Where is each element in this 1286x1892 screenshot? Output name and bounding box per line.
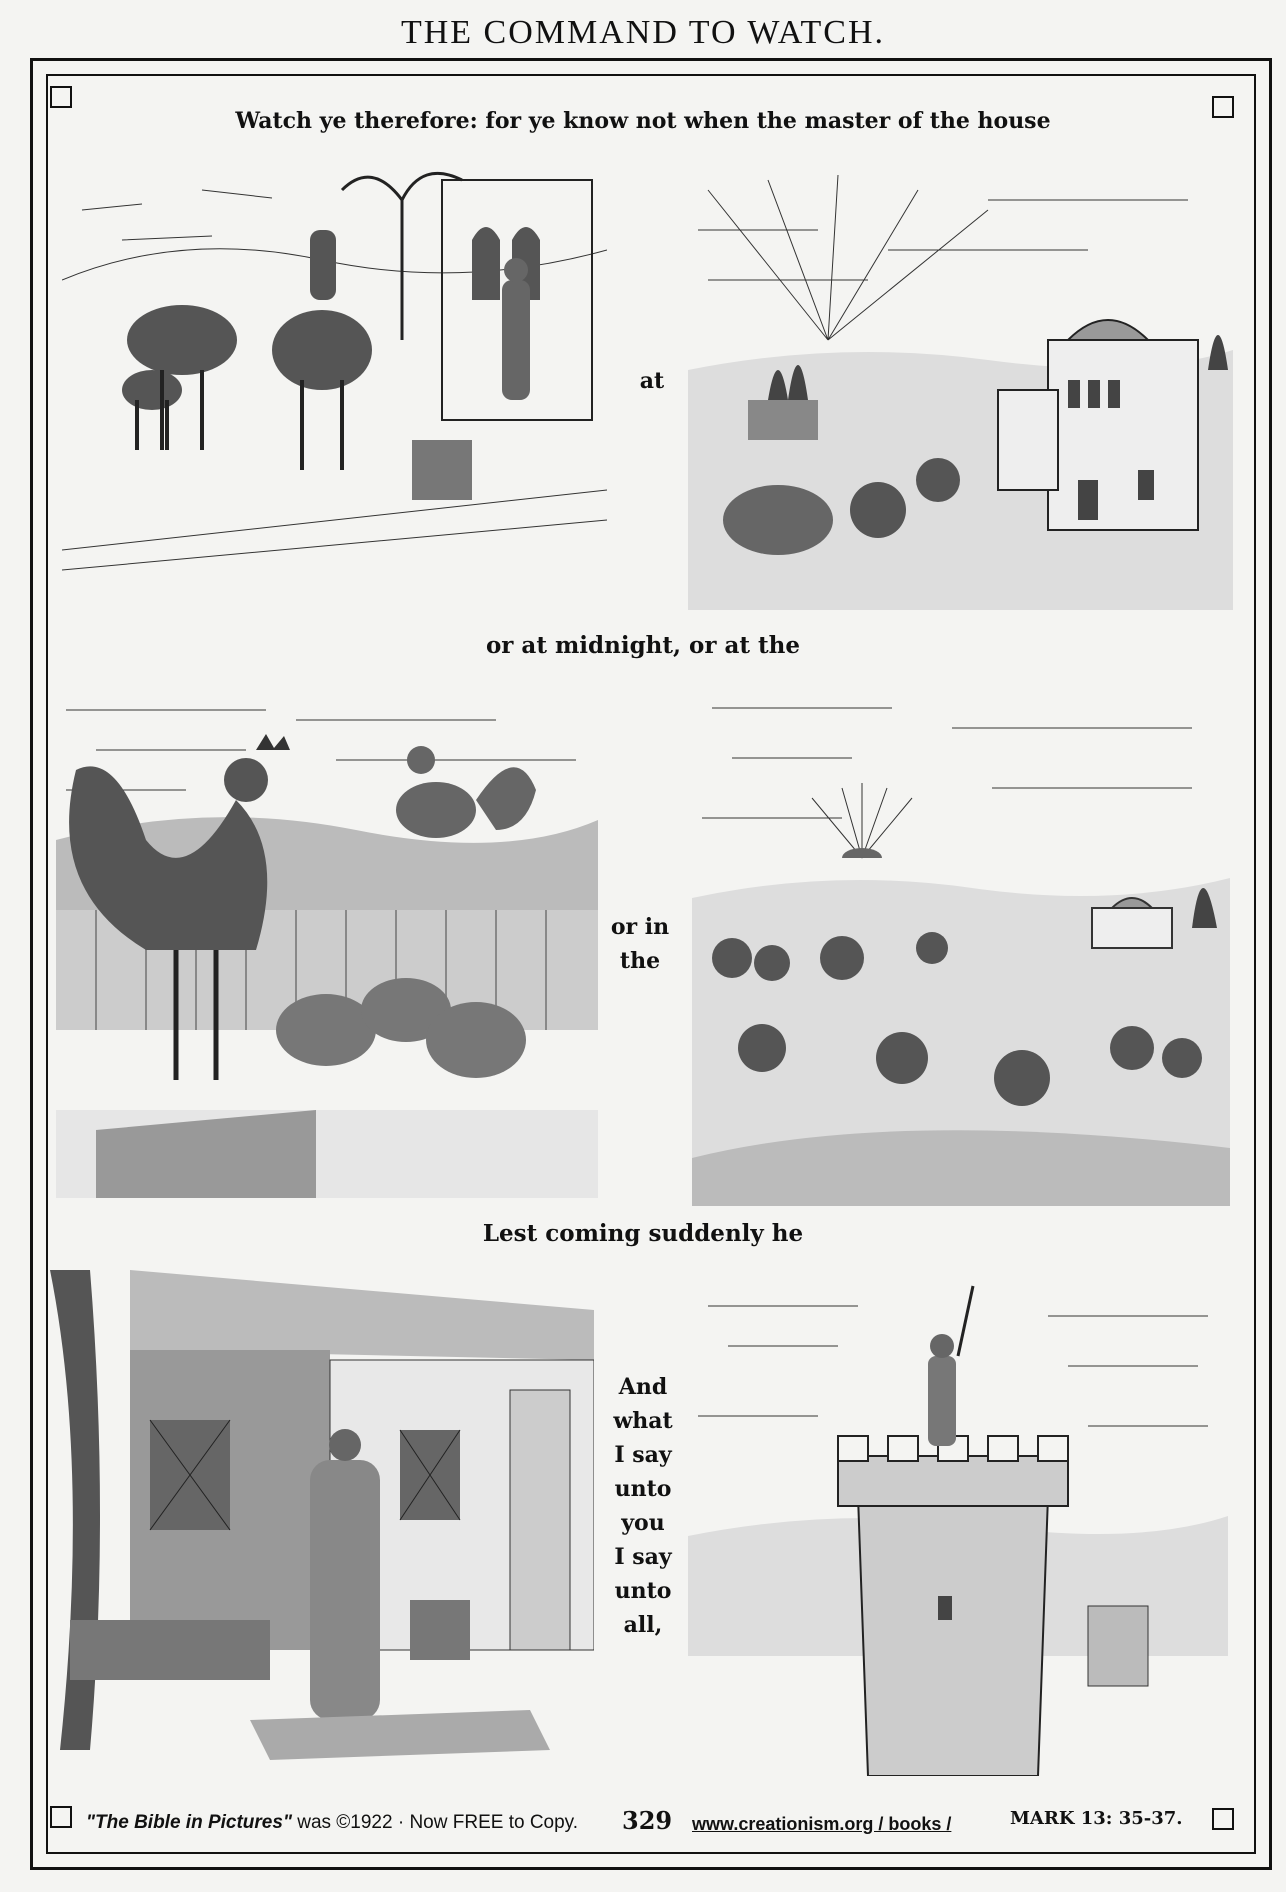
- side-text-line: I say: [614, 1544, 672, 1570]
- corner-ornament: [50, 86, 72, 108]
- side-text-line: all,: [623, 1612, 663, 1638]
- illustration-watchtower: [688, 1276, 1228, 1776]
- illustration-roosters: [56, 690, 598, 1198]
- scripture-reference: MARK 13: 35-37.: [1010, 1808, 1183, 1829]
- book-title: "The Bible in Pictures": [86, 1812, 292, 1833]
- footer-credit: [86, 1812, 578, 1834]
- site-link[interactable]: www.creationism.org / books /: [692, 1814, 952, 1834]
- side-text-or-in-the: [604, 910, 676, 978]
- corner-ornament: [1212, 1808, 1234, 1830]
- side-text-what-i-say: [608, 1370, 678, 1642]
- credit-text: was ©1922 · Now FREE to Copy.: [291, 1812, 579, 1833]
- page-title: THE COMMAND TO WATCH.: [400, 14, 886, 51]
- caption-bottom-row: Lest coming suddenly he: [482, 1220, 804, 1247]
- page-number: 329: [622, 1806, 673, 1835]
- side-text-at: at: [639, 368, 665, 394]
- corner-ornament: [50, 1806, 72, 1828]
- side-text-line: unto: [614, 1578, 672, 1604]
- illustration-evening-village: [688, 170, 1233, 610]
- side-text-line: you: [621, 1510, 665, 1536]
- illustration-morning-landscape: [692, 688, 1230, 1206]
- illustration-master-arriving: [62, 170, 607, 582]
- caption-top: Watch ye therefore: for ye know not when the master of the house: [235, 108, 1051, 134]
- side-text-line: unto: [614, 1476, 672, 1502]
- side-text-line: And: [618, 1374, 668, 1400]
- side-text-line: or in: [610, 914, 670, 940]
- side-text-line: the: [619, 948, 661, 974]
- caption-middle-row: or at midnight, or at the: [485, 632, 801, 659]
- side-text-line: I say: [614, 1442, 672, 1468]
- side-text-line: what: [613, 1408, 673, 1434]
- illustration-sleeping-servant: [50, 1270, 594, 1774]
